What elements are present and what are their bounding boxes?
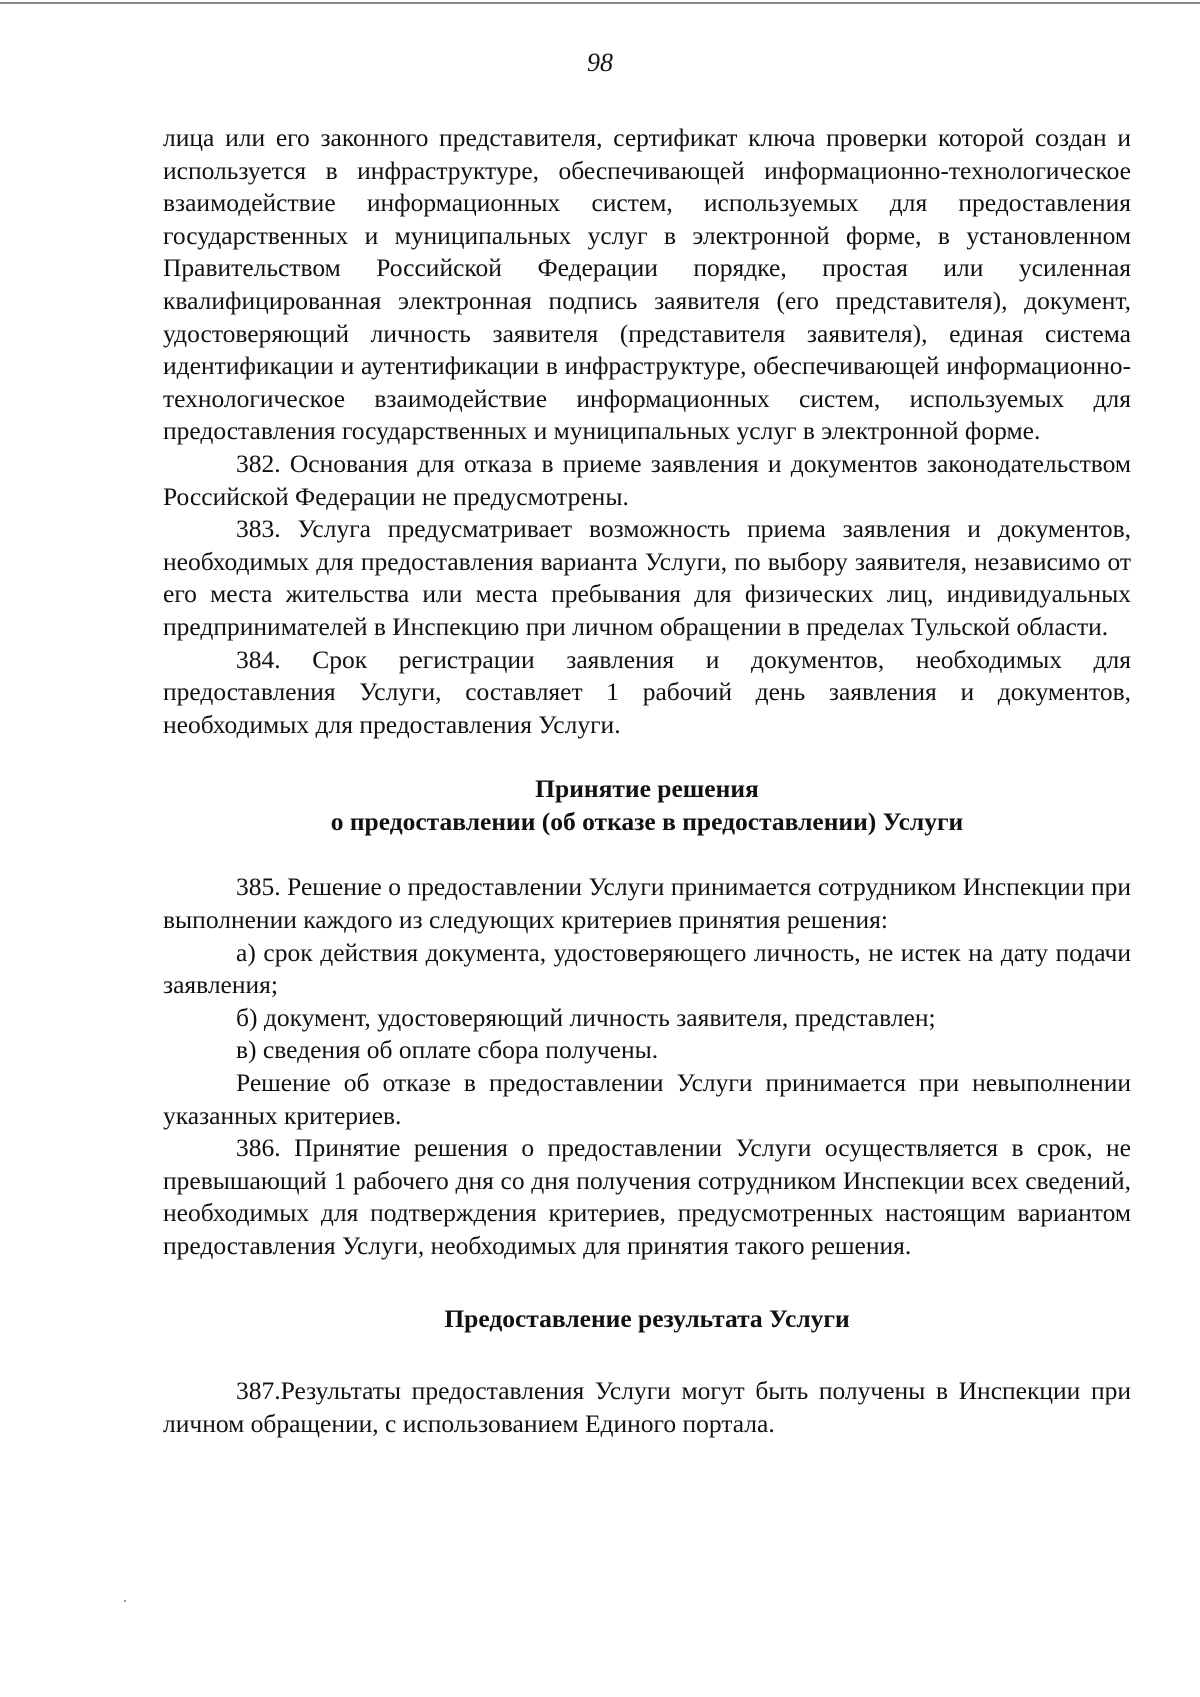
criterion-b: б) документ, удостоверяющий личность заявителя, представлен; xyxy=(236,1002,936,1032)
section-heading-decision: Принятие решения xyxy=(535,774,759,804)
paragraph-387: 387.Результаты предоставления Услуги могут быть получены в Инспекции при личном обращении, с использованием Единого портала. xyxy=(163,1376,1131,1438)
paragraph-386: 386. Принятие решения о предоставлении Услуги осуществляется в срок, не превышающий 1 рабочего дня со дня получения сотрудником Инспекции всех сведений, необходимых для подтверждения критериев, предусмотренных настоящим вариантом предоставления Услуги, необходимых для принятия такого решения. xyxy=(163,1133,1131,1260)
scan-speck xyxy=(124,1600,126,1602)
criterion-a: а) срок действия документа, удостоверяющего личность, не истек на дату подачи заявления; xyxy=(163,937,1131,1000)
paragraph-384: 384. Срок регистрации заявления и документов, необходимых для предоставления Услуги, составляет 1 рабочий день заявления и документов, необходимых для предоставления Услуги. xyxy=(163,644,1131,739)
paragraph-382: 382. Основания для отказа в приеме заявления и документов законодательством Российской Федерации не предусмотрены. xyxy=(163,448,1131,511)
paragraph-continuation: лица или его законного представителя, сертификат ключа проверки которой создан и используется в инфраструктуре, обеспечивающей информационно-технологическое взаимодействие информационных систем, используемых для предоставления государственных и муниципальных услуг в электронной форме, в установленном Правительством Российской Федерации порядке, простая или усиленная квалифицированная электронная подпись заявителя (его представителя), документ, удостоверяющий личность заявителя (представителя заявителя), единая система идентификации и аутентификации в инфраструктуре, обеспечивающей информационно-технологическое взаимодействие информационных систем, используемых для предоставления государственных и муниципальных услуг в электронной форме. xyxy=(163,123,1131,446)
top-border-line xyxy=(0,2,1200,4)
section-heading-decision-subtitle: о предоставлении (об отказе в предоставлении) Услуги xyxy=(330,806,964,836)
document-body xyxy=(163,122,1131,1440)
paragraph-385: 385. Решение о предоставлении Услуги принимается сотрудником Инспекции при выполнении каждого из следующих критериев принятия решения: xyxy=(163,872,1131,935)
page-number: 98 xyxy=(587,48,613,77)
criterion-c: в) сведения об оплате сбора получены. xyxy=(236,1035,659,1065)
section-heading-result: Предоставление результата Услуги xyxy=(444,1303,850,1333)
paragraph-383: 383. Услуга предусматривает возможность приема заявления и документов, необходимых для предоставления варианта Услуги, по выбору заявителя, независимо от его места жительства или места пребывания для физических лиц, индивидуальных предпринимателей в Инспекцию при личном обращении в пределах Тульской области. xyxy=(163,514,1131,641)
paragraph-refusal: Решение об отказе в предоставлении Услуги принимается при невыполнении указанных критериев. xyxy=(163,1068,1131,1130)
